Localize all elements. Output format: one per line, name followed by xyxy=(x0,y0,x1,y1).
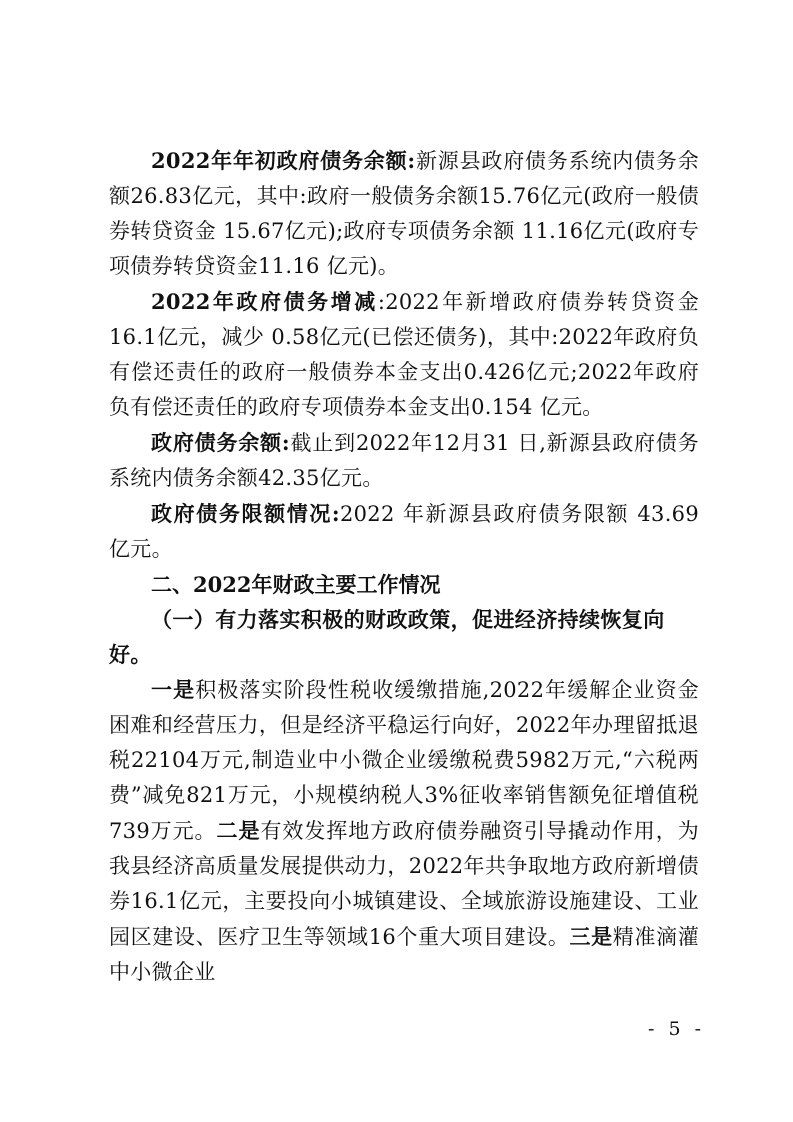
paragraph-lead: 政府债务余额: xyxy=(151,430,290,455)
paragraph-lead: 二是 xyxy=(216,818,261,843)
paragraph-text: 新源县政府债务系统内债务余额26.83亿元，其中:政府一般债务余额15.76亿元(政府一般债券转贷资金 15.67亿元);政府专项债务余额 11.16亿元(政府专项债券转贷资金11.16 亿元)。 xyxy=(109,149,699,278)
paragraph-text: 有效发挥地方政府债券融资引导撬动作用，为我县经济高质量发展提供动力，2022年共争取地方政府新增债券16.1亿元，主要投向小城镇建设、全域旅游设施建设、工业园区建设、医疗卫生等领域16个重大项目建设。 xyxy=(109,819,699,949)
paragraph-debt-limit xyxy=(109,496,699,567)
paragraph-text: 精准滴灌中小微企业 xyxy=(109,925,700,984)
section-heading: 二、2022年财政主要工作情况 xyxy=(151,572,441,597)
paragraph-debt-balance xyxy=(109,425,699,496)
document-body xyxy=(109,143,699,990)
paragraph-lead: 2022年政府债务增减 xyxy=(151,289,378,314)
paragraph-fiscal-policy xyxy=(109,672,699,990)
paragraph-debt-change xyxy=(109,284,699,425)
paragraph-lead: 三是 xyxy=(569,924,613,949)
paragraph-lead: 2022年年初政府债务余额: xyxy=(151,148,416,173)
paragraph-text: :2022年新增政府债券转贷资金16.1亿元，减少 0.58亿元(已偿还债务)，其中:2022年政府负有偿还责任的政府一般债券本金支出0.426亿元;2022年政府负有偿还责任的政府专项债券本金支出0.154 亿元。 xyxy=(109,290,699,419)
paragraph-text: 2022 年新源县政府债务限额 43.69 亿元。 xyxy=(109,502,699,561)
subsection-heading: （一）有力落实积极的财政政策，促进经济持续恢复向好。 xyxy=(109,607,665,667)
paragraph-text: 截止到2022年12月31 日,新源县政府债务系统内债务余额42.35亿元。 xyxy=(109,431,699,490)
page-number: - 5 - xyxy=(648,1018,706,1040)
paragraph-text: 积极落实阶段性税收缓缴措施,2022年缓解企业资金困难和经营压力，但是经济平稳运行向好，2022年办理留抵退税22104万元,制造业中小微企业缓缴税费5982万元,“六税两费”减免821万元，小规模纳税人3%征收率销售额免征增值税739万元。 xyxy=(109,678,699,843)
paragraph-initial-debt xyxy=(109,143,699,284)
paragraph-lead: 一是 xyxy=(151,677,196,702)
paragraph-lead: 政府债务限额情况: xyxy=(151,501,340,526)
